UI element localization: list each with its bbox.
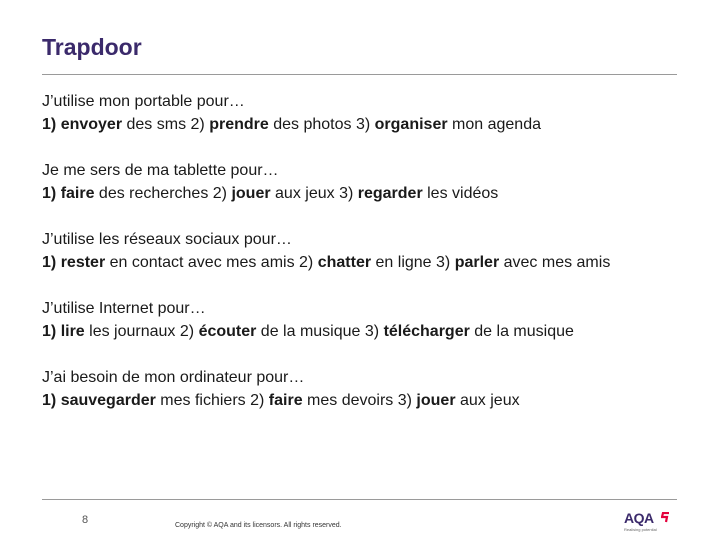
option-verb: jouer (231, 185, 271, 202)
sentence-options (42, 320, 682, 343)
option-number: 1) (42, 116, 57, 133)
option-rest: mes fichiers (155, 392, 251, 409)
option-verb: télécharger (383, 323, 470, 340)
slide-title: Trapdoor (42, 34, 142, 60)
option-number: 2) (212, 185, 227, 202)
option-rest: des photos (268, 116, 356, 133)
option-verb: parler (454, 254, 500, 271)
option-rest: les vidéos (422, 185, 499, 202)
sentence-options (42, 251, 682, 274)
option-verb: sauvegarder (60, 392, 156, 409)
option-verb: faire (268, 392, 303, 409)
sentence-prompt: J’utilise Internet pour… (42, 300, 206, 317)
option-number: 3) (397, 392, 412, 409)
option-rest: des recherches (94, 185, 213, 202)
option-rest: mon agenda (447, 116, 541, 133)
footer-divider (42, 499, 677, 500)
sentence-prompt: J’utilise mon portable pour… (42, 93, 245, 110)
option-rest: mes devoirs (302, 392, 398, 409)
option-rest: aux jeux (270, 185, 340, 202)
option-verb: faire (60, 185, 95, 202)
logo-text: AQA (624, 510, 654, 526)
option-number: 3) (364, 323, 380, 340)
option-rest: de la musique (469, 323, 574, 340)
option-verb: jouer (416, 392, 456, 409)
option-verb: rester (60, 254, 106, 271)
option-number: 1) (42, 254, 57, 271)
page-number: 8 (82, 514, 89, 526)
option-number: 1) (42, 323, 57, 340)
sentence-prompt: J’utilise les réseaux sociaux pour… (42, 231, 292, 248)
option-verb: lire (60, 323, 85, 340)
option-number: 3) (339, 185, 354, 202)
sentence-block-portable (42, 90, 682, 136)
option-rest: aux jeux (455, 392, 520, 409)
sentence-prompt: Je me sers de ma tablette pour… (42, 162, 279, 179)
option-rest: de la musique (256, 323, 365, 340)
option-number: 2) (179, 323, 195, 340)
option-rest: en ligne (371, 254, 437, 271)
option-verb: chatter (317, 254, 372, 271)
title-divider (42, 74, 677, 75)
option-number: 3) (436, 254, 451, 271)
option-rest: les journaux (84, 323, 180, 340)
sentence-block-internet (42, 297, 682, 343)
option-number: 2) (190, 116, 205, 133)
slide-content (42, 90, 682, 435)
sentence-block-reseaux (42, 228, 682, 274)
option-verb: écouter (198, 323, 257, 340)
sentence-options (42, 389, 682, 412)
logo-swoosh-icon (661, 512, 670, 523)
sentence-options (42, 182, 682, 205)
option-number: 1) (42, 392, 57, 409)
sentence-options (42, 113, 682, 136)
option-number: 2) (299, 254, 314, 271)
option-rest: en contact avec mes amis (105, 254, 300, 271)
option-verb: regarder (357, 185, 423, 202)
aqa-logo (624, 510, 672, 536)
option-verb: envoyer (60, 116, 123, 133)
option-rest: des sms (122, 116, 191, 133)
option-number: 3) (355, 116, 371, 133)
option-verb: organiser (374, 116, 448, 133)
sentence-block-tablette (42, 159, 682, 205)
option-rest: avec mes amis (499, 254, 611, 271)
option-number: 1) (42, 185, 57, 202)
sentence-block-ordinateur (42, 366, 682, 412)
option-verb: prendre (209, 116, 269, 133)
copyright-notice: Copyright © AQA and its licensors. All rights reserved. (175, 522, 342, 529)
option-number: 2) (250, 392, 265, 409)
sentence-prompt: J’ai besoin de mon ordinateur pour… (42, 369, 305, 386)
logo-subtext: Realising potential (624, 527, 657, 532)
